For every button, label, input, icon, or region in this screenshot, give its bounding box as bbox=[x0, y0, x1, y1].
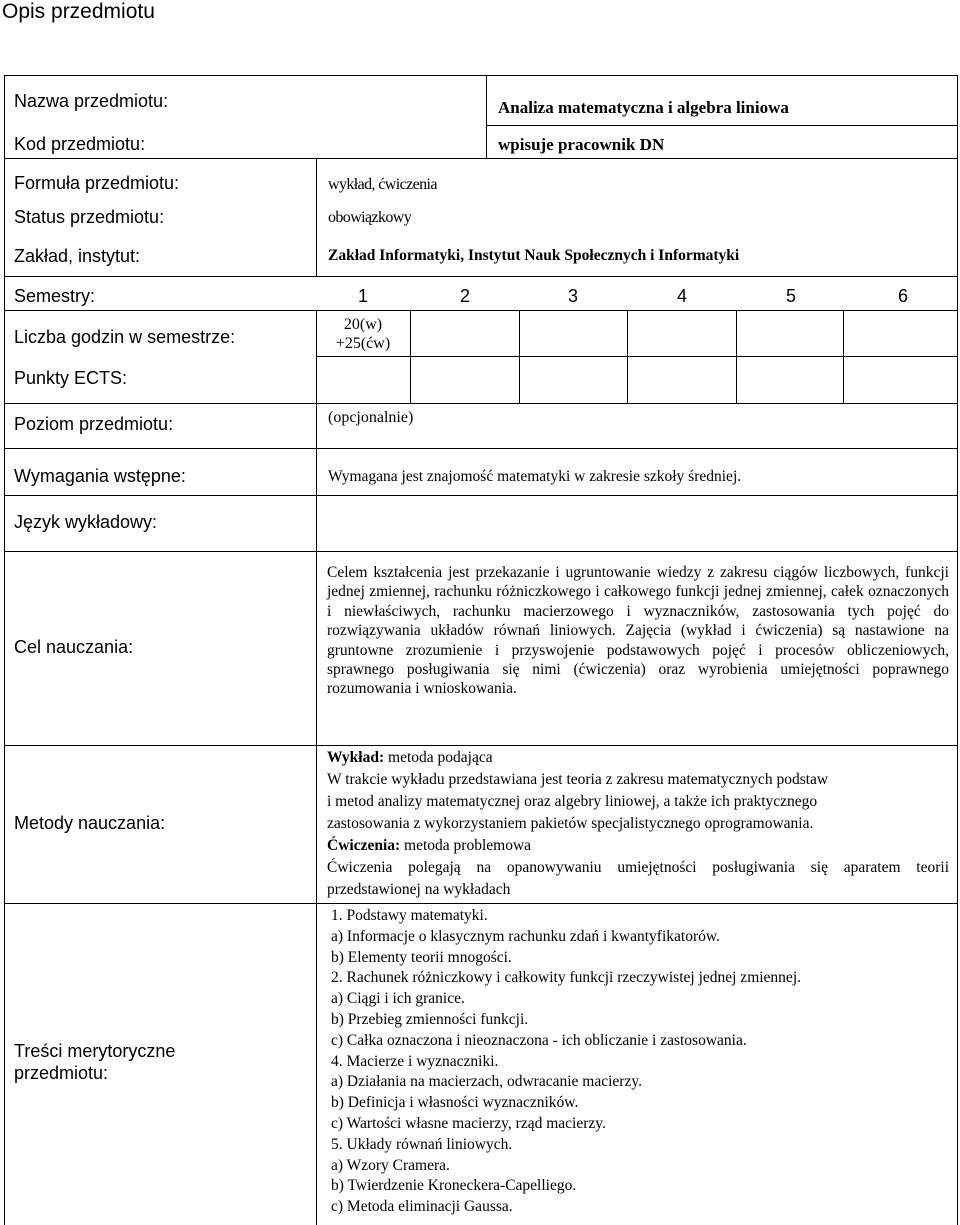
content-item: c) Metoda eliminacji Gaussa. bbox=[331, 1198, 513, 1216]
lecture-line-1: W trakcie wykładu przedstawiana jest teoria z zakresu matematycznych podstaw bbox=[327, 771, 829, 788]
content-item: c) Wartości własne macierzy, rząd macierzy. bbox=[331, 1114, 606, 1132]
lecture-method: metoda podająca bbox=[384, 749, 493, 766]
ects-label: Punkty ECTS: bbox=[14, 368, 128, 388]
content-item: a) Ciągi i ich granice. bbox=[331, 990, 465, 1008]
department-label: Zakład, instytut: bbox=[14, 246, 141, 266]
course-status-label: Status przedmiotu: bbox=[14, 207, 165, 227]
course-formula-value: wykład, ćwiczenia bbox=[328, 176, 437, 193]
prerequisites-label: Wymagania wstępne: bbox=[14, 466, 186, 486]
hours-label: Liczba godzin w semestrze: bbox=[14, 327, 236, 347]
content-item: 5. Układy równań liniowych. bbox=[331, 1135, 513, 1153]
semester-2: 2 bbox=[459, 286, 470, 306]
content-item: a) Działania na macierzach, odwracanie macierzy. bbox=[331, 1073, 642, 1091]
content-item: 1. Podstawy matematyki. bbox=[331, 907, 488, 924]
exercises-heading: Ćwiczenia: bbox=[327, 837, 401, 854]
course-code-value: wpisuje pracownik DN bbox=[498, 135, 665, 154]
content-item: 2. Rachunek różniczkowy i całkowity funkcji rzeczywistej jednej zmiennej. bbox=[331, 969, 801, 987]
content-label-line-2: przedmiotu: bbox=[14, 1063, 109, 1083]
level-value: (opcjonalnie) bbox=[328, 409, 414, 426]
content-item: b) Przebieg zmienności funkcji. bbox=[331, 1010, 529, 1028]
semesters-label: Semestry: bbox=[14, 286, 96, 306]
exercises-method: metoda problemowa bbox=[400, 837, 532, 854]
lecture-line-3: zastosowania z wykorzystaniem pakietów specjalistycznego oprogramowania. bbox=[327, 815, 814, 832]
semester-3: 3 bbox=[567, 286, 578, 306]
hours-lecture: 20(w) bbox=[343, 316, 383, 333]
semester-5: 5 bbox=[785, 286, 796, 306]
exercises-text: Ćwiczenia polegają na opanowywaniu umiejętności posługiwania się aparatem teorii przedstawionej na wykładach bbox=[327, 859, 949, 898]
course-status-value: obowiązkowy bbox=[328, 209, 412, 226]
content-list bbox=[331, 906, 801, 1218]
content-item: a) Wzory Cramera. bbox=[331, 1156, 450, 1174]
course-code-label: Kod przedmiotu: bbox=[14, 134, 146, 154]
course-formula-label: Formuła przedmiotu: bbox=[14, 173, 180, 193]
semester-4: 4 bbox=[676, 286, 687, 306]
lecture-heading: Wykład: bbox=[327, 749, 385, 766]
content-item: 4. Macierze i wyznaczniki. bbox=[331, 1052, 499, 1070]
content-item: c) Całka oznaczona i nieoznaczona - ich obliczanie i zastosowania. bbox=[331, 1031, 747, 1049]
department-value: Zakład Informatyki, Instytut Nauk Społecznych i Informatyki bbox=[328, 247, 740, 264]
methods-block bbox=[327, 747, 949, 901]
course-name-value: Analiza matematyczna i algebra liniowa bbox=[498, 98, 789, 117]
content-item: b) Definicja i własności wyznaczników. bbox=[331, 1094, 579, 1112]
course-name-label: Nazwa przedmiotu: bbox=[14, 91, 169, 111]
methods-label: Metody nauczania: bbox=[14, 813, 166, 833]
content-item: b) Twierdzenie Kroneckera-Capelliego. bbox=[331, 1177, 577, 1195]
level-label: Poziom przedmiotu: bbox=[14, 414, 174, 434]
content-item: a) Informacje o klasycznym rachunku zdań i kwantyfikatorów. bbox=[331, 927, 720, 945]
content-label-line-1: Treści merytoryczne bbox=[14, 1041, 176, 1061]
semester-1: 1 bbox=[357, 286, 368, 306]
content-item: b) Elementy teorii mnogości. bbox=[331, 948, 512, 966]
hours-exercises: +25(ćw) bbox=[335, 335, 391, 352]
goals-label: Cel nauczania: bbox=[14, 637, 134, 657]
page-title: Opis przedmiotu bbox=[2, 0, 155, 23]
prerequisites-value: Wymagana jest znajomość matematyki w zakresie szkoły średniej. bbox=[328, 468, 742, 485]
language-label: Język wykładowy: bbox=[14, 512, 158, 532]
goals-text: Celem kształcenia jest przekazanie i ugruntowanie wiedzy z zakresu ciągów liczbowych, funkcji jednej zmiennej, rachunku różniczkowego i całkowego funkcji jednej zmiennej, całek oznaczonych i niewłaściwych, rachunku macierzowego i wyznaczników, zastosowania tych pojęć do rozwiązywania układów równań liniowych. Zajęcia (wykład i ćwiczenia) są nastawione na gruntowne zrozumienie i przyswojenie podstawowych pojęć i procesów obliczeniowych, sprawnego posługiwania się nimi (ćwiczenia) oraz wyrobienia umiejętności poprawnego rozumowania i wnioskowania. bbox=[327, 564, 949, 698]
semester-6: 6 bbox=[897, 286, 908, 306]
lecture-line-2: i metod analizy matematycznej oraz algebry liniowej, a także ich praktycznego bbox=[327, 793, 818, 810]
